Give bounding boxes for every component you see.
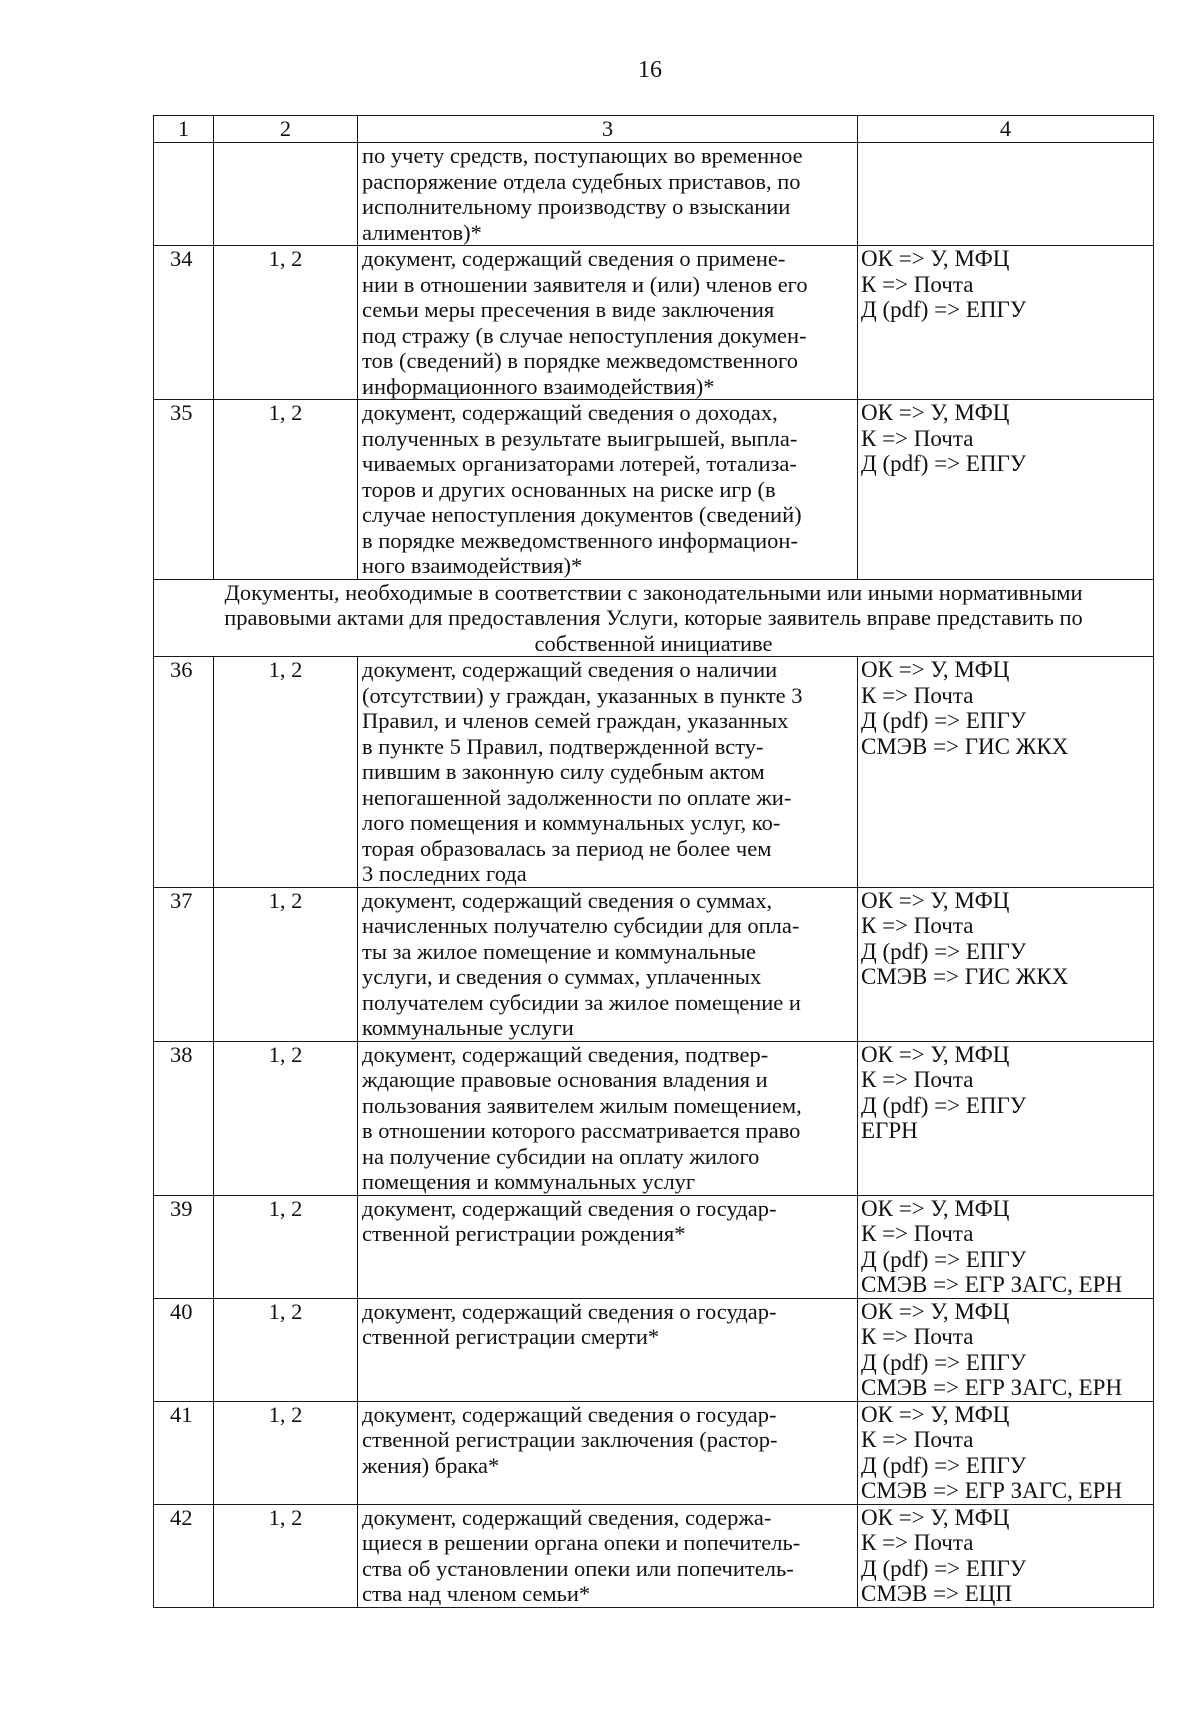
document-text-line: документ, содержащий сведения о государ- [362, 1401, 777, 1427]
document-text-line: алиментов)* [362, 219, 482, 245]
submission-method-line: СМЭВ => ГИС ЖКХ [861, 964, 1069, 989]
applicant-groups-cell: 1, 2 [214, 657, 358, 888]
submission-method-line: К => Почта [861, 1067, 974, 1092]
submission-method-line: ОК => У, МФЦ [861, 1298, 1010, 1324]
document-text-line: исполнительному производству о взыскании [362, 194, 791, 219]
submission-method-line: К => Почта [861, 682, 974, 708]
column-number-3: 3 [358, 116, 858, 143]
document-text-line: ного взаимодействия)* [362, 553, 583, 578]
submission-method-line: ОК => У, МФЦ [861, 400, 1010, 425]
document-text-line: документ, содержащий сведения о государ- [362, 1298, 777, 1324]
submission-methods-cell [858, 887, 1154, 1041]
submission-method-line: СМЭВ => ЕГР ЗАГС, ЕРН [861, 1272, 1123, 1297]
document-text-line: в пункте 5 Правил, подтвержденной всту- [362, 733, 764, 759]
document-text-line: лого помещения и коммунальных услуг, ко- [362, 810, 781, 835]
documents-table [153, 115, 1154, 1608]
table-row [154, 1041, 1154, 1195]
submission-method-line: СМЭВ => ЕГР ЗАГС, ЕРН [861, 1478, 1123, 1503]
applicant-groups-cell: 1, 2 [214, 1298, 358, 1401]
document-description-cell [358, 1041, 858, 1195]
submission-method-line: К => Почта [861, 1427, 974, 1452]
submission-method-line: Д (pdf) => ЕПГУ [861, 1092, 1027, 1118]
row-number-cell: 42 [154, 1504, 214, 1607]
submission-method-line: Д (pdf) => ЕПГУ [861, 1555, 1027, 1581]
row-number-cell [154, 143, 214, 246]
submission-methods-cell [858, 1504, 1154, 1607]
submission-method-line: Д (pdf) => ЕПГУ [861, 1349, 1027, 1375]
document-text-line: документ, содержащий сведения о доходах, [362, 400, 778, 425]
document-text-line: случае непоступления документов (сведений) [362, 502, 802, 527]
row-number-cell: 36 [154, 657, 214, 888]
submission-method-line: ОК => У, МФЦ [861, 657, 1010, 682]
document-text-line: под стражу (в случае непоступления докумен- [362, 322, 807, 348]
table-row [154, 1401, 1154, 1504]
document-text-line: (отсутствии) у граждан, указанных в пункте 3 [362, 682, 803, 708]
submission-methods-cell [858, 1195, 1154, 1298]
table-row [154, 143, 1154, 246]
document-text-line: распоряжение отдела судебных приставов, по [362, 168, 801, 194]
document-text-line: информационного взаимодействия)* [362, 373, 715, 399]
document-text-line: семьи меры пресечения в виде заключения [362, 297, 775, 322]
table-row [154, 246, 1154, 400]
document-text-line: пользования заявителем жилым помещением, [362, 1092, 802, 1118]
table-row [154, 1195, 1154, 1298]
document-text-line: документ, содержащий сведения о наличии [362, 657, 778, 682]
document-description-cell [358, 143, 858, 246]
submission-methods-cell [858, 400, 1154, 580]
document-text-line: документ, содержащий сведения о государ- [362, 1195, 777, 1221]
table-row [154, 1504, 1154, 1607]
submission-method-line: ЕГРН [861, 1118, 918, 1143]
document-text-line: непогашенной задолженности по оплате жи- [362, 784, 792, 810]
section-heading-line: собственной инициативе [534, 630, 773, 656]
document-description-cell [358, 887, 858, 1041]
document-text-line: ственной регистрации смерти* [362, 1324, 660, 1349]
row-number-cell: 39 [154, 1195, 214, 1298]
document-text-line: чиваемых организаторами лотерей, тотализа- [362, 451, 797, 476]
column-number-1: 1 [154, 116, 214, 143]
document-text-line: нии в отношении заявителя и (или) членов его [362, 271, 808, 297]
submission-method-line: К => Почта [861, 913, 974, 938]
submission-method-line: К => Почта [861, 425, 974, 451]
submission-method-line: СМЭВ => ЕГР ЗАГС, ЕРН [861, 1375, 1123, 1400]
table-row [154, 1298, 1154, 1401]
applicant-groups-cell: 1, 2 [214, 1041, 358, 1195]
row-number-cell: 41 [154, 1401, 214, 1504]
submission-methods-cell [858, 1041, 1154, 1195]
row-number-cell: 35 [154, 400, 214, 580]
document-text-line: начисленных получателю субсидии для опла- [362, 913, 800, 938]
document-text-line: получателем субсидии за жилое помещение и [362, 989, 801, 1015]
applicant-groups-cell: 1, 2 [214, 246, 358, 400]
submission-methods-cell [858, 143, 1154, 246]
submission-methods-cell [858, 657, 1154, 888]
section-heading-line: правовыми актами для предоставления Услуги, которые заявитель вправе представить по [224, 605, 1083, 630]
document-text-line: торов и других основанных на риске игр (в [362, 476, 776, 502]
section-heading-row [154, 579, 1154, 657]
document-text-line: ства об установлении опеки или попечитель- [362, 1555, 794, 1581]
document-text-line: 3 последних года [362, 861, 527, 886]
document-text-line: услуги, и сведения о суммах, уплаченных [362, 964, 762, 989]
section-heading [154, 579, 1154, 657]
submission-method-line: СМЭВ => ГИС ЖКХ [861, 733, 1069, 759]
document-text-line: жения) брака* [362, 1452, 500, 1478]
applicant-groups-cell [214, 143, 358, 246]
row-number-cell: 34 [154, 246, 214, 400]
submission-method-line: К => Почта [861, 1530, 974, 1555]
page-number: 16 [638, 57, 662, 83]
submission-method-line: Д (pdf) => ЕПГУ [861, 451, 1027, 476]
document-text-line: ственной регистрации рождения* [362, 1221, 686, 1246]
document-description-cell [358, 1195, 858, 1298]
submission-method-line: ОК => У, МФЦ [861, 1041, 1010, 1067]
document-text-line: документ, содержащий сведения, подтвер- [362, 1041, 769, 1067]
document-text-line: по учету средств, поступающих во временное [362, 143, 803, 168]
submission-method-line: Д (pdf) => ЕПГУ [861, 1246, 1027, 1272]
submission-method-line: ОК => У, МФЦ [861, 1504, 1010, 1530]
document-text-line: документ, содержащий сведения о примене- [362, 246, 786, 271]
column-number-4: 4 [858, 116, 1154, 143]
applicant-groups-cell: 1, 2 [214, 1195, 358, 1298]
row-number-cell: 37 [154, 887, 214, 1041]
document-text-line: полученных в результате выигрышей, выпла- [362, 425, 798, 451]
document-text-line: ственной регистрации заключения (растор- [362, 1427, 778, 1452]
submission-method-line: Д (pdf) => ЕПГУ [861, 708, 1027, 733]
submission-method-line: К => Почта [861, 1221, 974, 1246]
submission-methods-cell [858, 246, 1154, 400]
document-description-cell [358, 246, 858, 400]
document-text-line: торая образовалась за период не более чем [362, 835, 772, 861]
submission-method-line: Д (pdf) => ЕПГУ [861, 297, 1027, 322]
document-text-line: помещения и коммунальных услуг [362, 1169, 696, 1194]
document-text-line: на получение субсидии на оплату жилого [362, 1143, 760, 1169]
document-description-cell [358, 400, 858, 580]
column-number-row [154, 116, 1154, 143]
applicant-groups-cell: 1, 2 [214, 1504, 358, 1607]
applicant-groups-cell: 1, 2 [214, 1401, 358, 1504]
row-number-cell: 38 [154, 1041, 214, 1195]
document-text-line: документ, содержащий сведения, содержа- [362, 1504, 772, 1530]
table-row [154, 887, 1154, 1041]
submission-method-line: ОК => У, МФЦ [861, 246, 1010, 271]
document-description-cell [358, 1298, 858, 1401]
document-description-cell [358, 1504, 858, 1607]
applicant-groups-cell: 1, 2 [214, 887, 358, 1041]
submission-method-line: К => Почта [861, 271, 974, 297]
section-heading-line: Документы, необходимые в соответствии с законодательными или иными нормативными [224, 579, 1083, 605]
submission-method-line: Д (pdf) => ЕПГУ [861, 938, 1027, 964]
document-text-line: пившим в законную силу судебным актом [362, 759, 765, 784]
document-text-line: в порядке межведомственного информацион- [362, 527, 798, 553]
column-number-2: 2 [214, 116, 358, 143]
document-text-line: коммунальные услуги [362, 1015, 574, 1040]
submission-method-line: СМЭВ => ЕЦП [861, 1581, 1013, 1606]
document-description-cell [358, 657, 858, 888]
submission-methods-cell [858, 1298, 1154, 1401]
document-text-line: ждающие правовые основания владения и [362, 1067, 768, 1092]
document-text-line: Правил, и членов семей граждан, указанных [362, 708, 789, 733]
document-description-cell [358, 1401, 858, 1504]
submission-method-line: К => Почта [861, 1324, 974, 1349]
document-text-line: в отношении которого рассматривается право [362, 1118, 801, 1143]
document-text-line: щиеся в решении органа опеки и попечитель- [362, 1530, 801, 1555]
row-number-cell: 40 [154, 1298, 214, 1401]
document-text-line: документ, содержащий сведения о суммах, [362, 887, 773, 913]
document-text-line: ты за жилое помещение и коммунальные [362, 938, 756, 964]
table-row [154, 657, 1154, 888]
submission-method-line: ОК => У, МФЦ [861, 887, 1010, 913]
submission-methods-cell [858, 1401, 1154, 1504]
applicant-groups-cell: 1, 2 [214, 400, 358, 580]
submission-method-line: ОК => У, МФЦ [861, 1195, 1010, 1221]
document-text-line: тов (сведений) в порядке межведомственного [362, 348, 798, 373]
document-text-line: ства над членом семьи* [362, 1581, 591, 1606]
table-row [154, 400, 1154, 580]
submission-method-line: ОК => У, МФЦ [861, 1401, 1010, 1427]
documents-table-body [154, 116, 1154, 1608]
submission-method-line: Д (pdf) => ЕПГУ [861, 1452, 1027, 1478]
